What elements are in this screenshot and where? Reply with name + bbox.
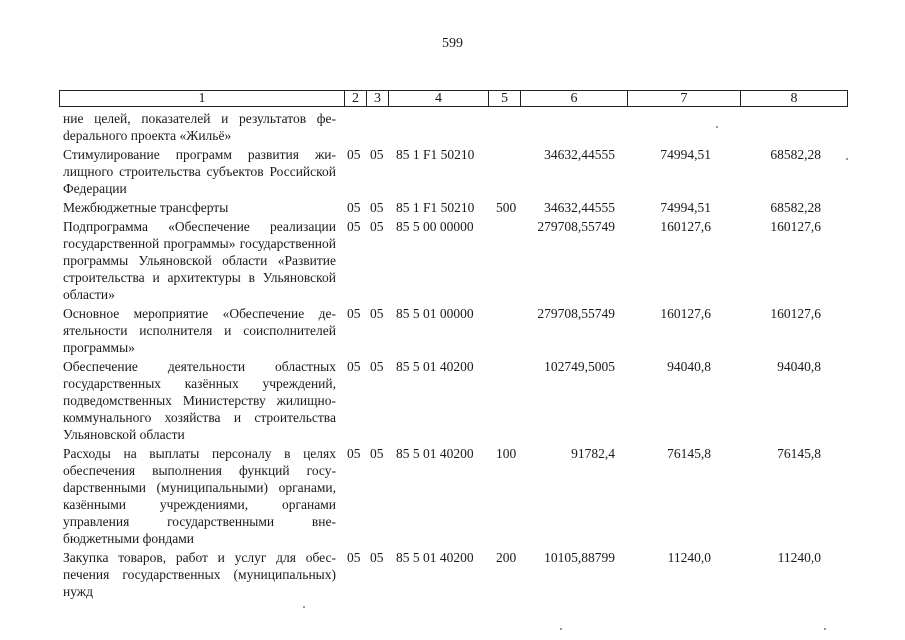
page-number: 599 [442, 36, 463, 51]
row-description: Основное мероприятие «Обеспечение деятельности исполнителя и соисполнителей программы» [63, 306, 336, 355]
cell-amount-6: 279708,55749 [537, 306, 615, 321]
cell-amount-6: 34632,44555 [544, 147, 615, 162]
table-row [0, 445, 905, 547]
cell-amount-6: 34632,44555 [544, 200, 615, 215]
cell-amount-8: 160127,6 [770, 219, 821, 234]
column-header-3: 3 [366, 91, 388, 106]
table-row [0, 358, 905, 443]
cell-amount-8: 94040,8 [777, 359, 821, 374]
cell-subsection: 05 [370, 446, 384, 461]
scan-speck [824, 628, 826, 630]
cell-amount-7: 94040,8 [667, 359, 711, 374]
cell-amount-6: 102749,5005 [544, 359, 615, 374]
scan-speck [716, 126, 718, 128]
cell-section: 05 [347, 446, 361, 461]
table-row [0, 305, 905, 356]
scan-speck [303, 606, 305, 608]
cell-target-article: 85 1 F1 50210 [396, 200, 475, 215]
cell-target-article: 85 5 01 00000 [396, 306, 474, 321]
table-row [0, 218, 905, 303]
cell-amount-7: 160127,6 [660, 219, 711, 234]
cell-amount-8: 68582,28 [770, 200, 821, 215]
cell-amount-7: 74994,51 [660, 147, 711, 162]
cell-subsection: 05 [370, 219, 384, 234]
cell-expense-type: 100 [496, 446, 517, 461]
cell-expense-type: 200 [496, 550, 517, 565]
scan-speck [560, 628, 562, 630]
cell-section: 05 [347, 200, 361, 215]
table-row [0, 146, 905, 197]
cell-amount-8: 76145,8 [777, 446, 821, 461]
column-header-2: 2 [344, 91, 366, 106]
cell-section: 05 [347, 550, 361, 565]
cell-subsection: 05 [370, 359, 384, 374]
table-row [0, 199, 905, 216]
cell-target-article: 85 5 01 40200 [396, 446, 474, 461]
cell-amount-6: 10105,88799 [544, 550, 615, 565]
column-header-5: 5 [488, 91, 520, 106]
row-description: Закупка товаров, работ и услуг для обеспечения государственных (муниципальных) нужд [63, 550, 336, 599]
cell-section: 05 [347, 219, 361, 234]
cell-amount-6: 279708,55749 [537, 219, 615, 234]
column-header-4: 4 [388, 91, 488, 106]
cell-amount-8: 160127,6 [770, 306, 821, 321]
cell-section: 05 [347, 147, 361, 162]
row-description: Подпрограмма «Обеспечение реализации государственной программы» государственной программы Ульяновской области «Развитие строительства и архитектуры в Ульяновской области» [63, 219, 336, 302]
row-description: Межбюджетные трансферты [63, 200, 229, 215]
cell-amount-8: 68582,28 [770, 147, 821, 162]
cell-target-article: 85 1 F1 50210 [396, 147, 475, 162]
cell-amount-7: 74994,51 [660, 200, 711, 215]
cell-target-article: 85 5 00 00000 [396, 219, 474, 234]
column-header-7: 7 [627, 91, 740, 106]
row-description: ние целей, показателей и результатов феdерального проекта «Жильё» [63, 111, 336, 143]
cell-amount-7: 11240,0 [667, 550, 711, 565]
column-header-8: 8 [740, 91, 847, 106]
cell-subsection: 05 [370, 550, 384, 565]
cell-target-article: 85 5 01 40200 [396, 550, 474, 565]
column-header-6: 6 [520, 91, 627, 106]
cell-subsection: 05 [370, 306, 384, 321]
cell-expense-type: 500 [496, 200, 517, 215]
row-description: Стимулирование программ развития жилищного строительства субъектов Российской Федерации [63, 147, 336, 196]
cell-subsection: 05 [370, 147, 384, 162]
cell-subsection: 05 [370, 200, 384, 215]
cell-target-article: 85 5 01 40200 [396, 359, 474, 374]
cell-amount-7: 160127,6 [660, 306, 711, 321]
budget-table-body [0, 110, 905, 602]
cell-amount-7: 76145,8 [667, 446, 711, 461]
cell-section: 05 [347, 359, 361, 374]
row-description: Обеспечение деятельности областных государственных казённых учреждений, подведомственных Министерству жилищно-коммунального хозяйства и строительства Ульяновской области [63, 359, 336, 442]
column-header-1: 1 [198, 91, 206, 106]
cell-section: 05 [347, 306, 361, 321]
cell-amount-6: 91782,4 [571, 446, 615, 461]
table-row [0, 110, 905, 144]
table-column-header [59, 90, 848, 107]
cell-amount-8: 11240,0 [777, 550, 821, 565]
row-description: Расходы на выплаты персоналу в целях обеспечения выполнения функций госуdарственными (муниципальными) органами, казёнными учреждениями, органами управления государственными внебюджетными фондами [63, 446, 336, 546]
table-row [0, 549, 905, 600]
scan-speck [846, 158, 848, 160]
